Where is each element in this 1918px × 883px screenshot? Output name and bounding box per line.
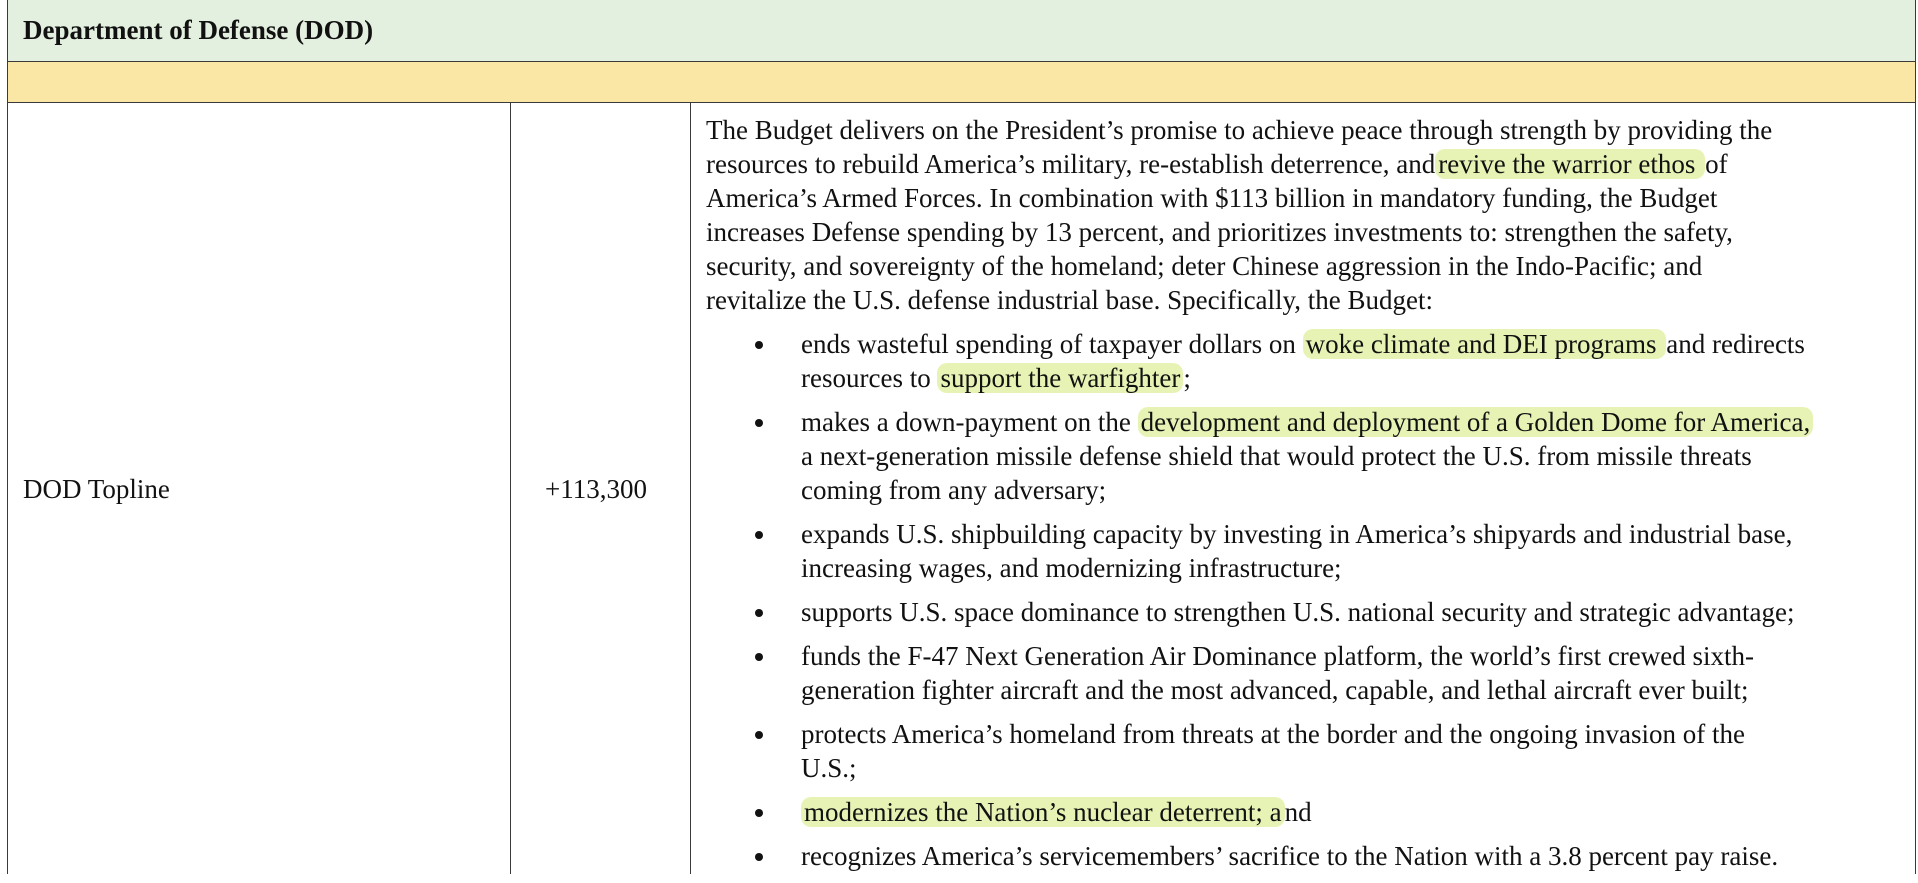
text-run: resources to rebuild America’s military, re-establish deterrence, and — [706, 149, 1436, 179]
list-item — [706, 517, 1911, 585]
text-line — [706, 215, 1911, 249]
text-line — [801, 795, 1911, 829]
text-run: funds the F-47 Next Generation Air Dominance platform, the world’s first crewed sixth- — [801, 641, 1755, 671]
list-item — [706, 327, 1911, 395]
highlighted-text: development and deployment of a Golden Dome for America, — [1138, 407, 1814, 437]
highlighted-text: woke climate and DEI programs — [1303, 329, 1667, 359]
bullet-icon — [755, 531, 763, 539]
program-name-cell: DOD Topline — [23, 474, 170, 504]
text-run: generation fighter aircraft and the most advanced, capable, and lethal aircraft ever built; — [801, 675, 1749, 705]
section-title: Department of Defense (DOD) — [23, 15, 374, 45]
text-run: a next-generation missile defense shield that would protect the U.S. from missile threats — [801, 441, 1752, 471]
text-run: supports U.S. space dominance to strengthen U.S. national security and strategic advantage; — [801, 597, 1795, 627]
text-line — [801, 551, 1911, 585]
text-run: increasing wages, and modernizing infrastructure; — [801, 553, 1342, 583]
text-run: coming from any adversary; — [801, 475, 1107, 505]
text-line — [801, 639, 1911, 673]
text-line — [706, 283, 1911, 317]
highlighted-text: revive the warrior ethos — [1435, 149, 1705, 179]
list-item — [706, 405, 1911, 507]
description-bullet-list — [706, 327, 1911, 873]
text-run: revitalize the U.S. defense industrial base. Specifically, the Budget: — [706, 285, 1434, 315]
description-paragraph — [706, 113, 1911, 317]
text-line — [706, 147, 1911, 181]
bullet-icon — [755, 419, 763, 427]
bullet-icon — [755, 653, 763, 661]
list-item — [706, 839, 1911, 873]
text-line — [801, 327, 1911, 361]
text-run: protects America’s homeland from threats at the border and the ongoing invasion of the — [801, 719, 1745, 749]
text-run: increases Defense spending by 13 percent, and prioritizes investments to: strengthen the safety, — [706, 217, 1733, 247]
column-divider — [510, 103, 511, 874]
text-run: makes a down-payment on the — [801, 407, 1138, 437]
bullet-icon — [755, 731, 763, 739]
text-run: security, and sovereignty of the homeland; deter Chinese aggression in the Indo-Pacific; and — [706, 251, 1703, 281]
text-run: of — [1705, 149, 1728, 179]
list-item — [706, 595, 1911, 629]
table-row — [8, 103, 1915, 874]
text-line — [706, 181, 1911, 215]
text-line — [801, 473, 1911, 507]
text-run: U.S.; — [801, 753, 857, 783]
text-line — [706, 249, 1911, 283]
budget-table — [7, 0, 1916, 874]
description-cell — [706, 113, 1911, 883]
text-line — [801, 361, 1911, 395]
list-item — [706, 717, 1911, 785]
text-run: ; — [1183, 363, 1191, 393]
bullet-icon — [755, 853, 763, 861]
highlighted-text: modernizes the Nation’s nuclear deterrent; a — [801, 797, 1285, 827]
text-line — [706, 113, 1911, 147]
text-run: nd — [1284, 797, 1312, 827]
text-run: recognizes America’s servicemembers’ sacrifice to the Nation with a 3.8 percent pay raise. — [801, 841, 1779, 871]
list-item — [706, 795, 1911, 829]
text-line — [801, 839, 1911, 873]
column-divider — [690, 103, 691, 874]
text-line — [801, 595, 1911, 629]
text-run: and redirects — [1666, 329, 1805, 359]
bullet-icon — [755, 809, 763, 817]
text-line — [801, 751, 1911, 785]
text-line — [801, 673, 1911, 707]
text-run: ends wasteful spending of taxpayer dollars on — [801, 329, 1303, 359]
amount-cell: +113,300 — [545, 474, 647, 504]
list-item — [706, 639, 1911, 707]
text-run: expands U.S. shipbuilding capacity by investing in America’s shipyards and industrial base, — [801, 519, 1793, 549]
highlighted-text: support the warfighter — [937, 363, 1183, 393]
spacer-row — [8, 62, 1915, 103]
bullet-icon — [755, 609, 763, 617]
section-header-row — [8, 0, 1915, 62]
text-line — [801, 439, 1911, 473]
text-line — [801, 517, 1911, 551]
text-run: America’s Armed Forces. In combination with $113 billion in mandatory funding, the Budget — [706, 183, 1718, 213]
text-line — [801, 717, 1911, 751]
bullet-icon — [755, 341, 763, 349]
text-line — [801, 405, 1911, 439]
text-run: resources to — [801, 363, 938, 393]
text-run: The Budget delivers on the President’s promise to achieve peace through strength by providing the — [706, 115, 1773, 145]
